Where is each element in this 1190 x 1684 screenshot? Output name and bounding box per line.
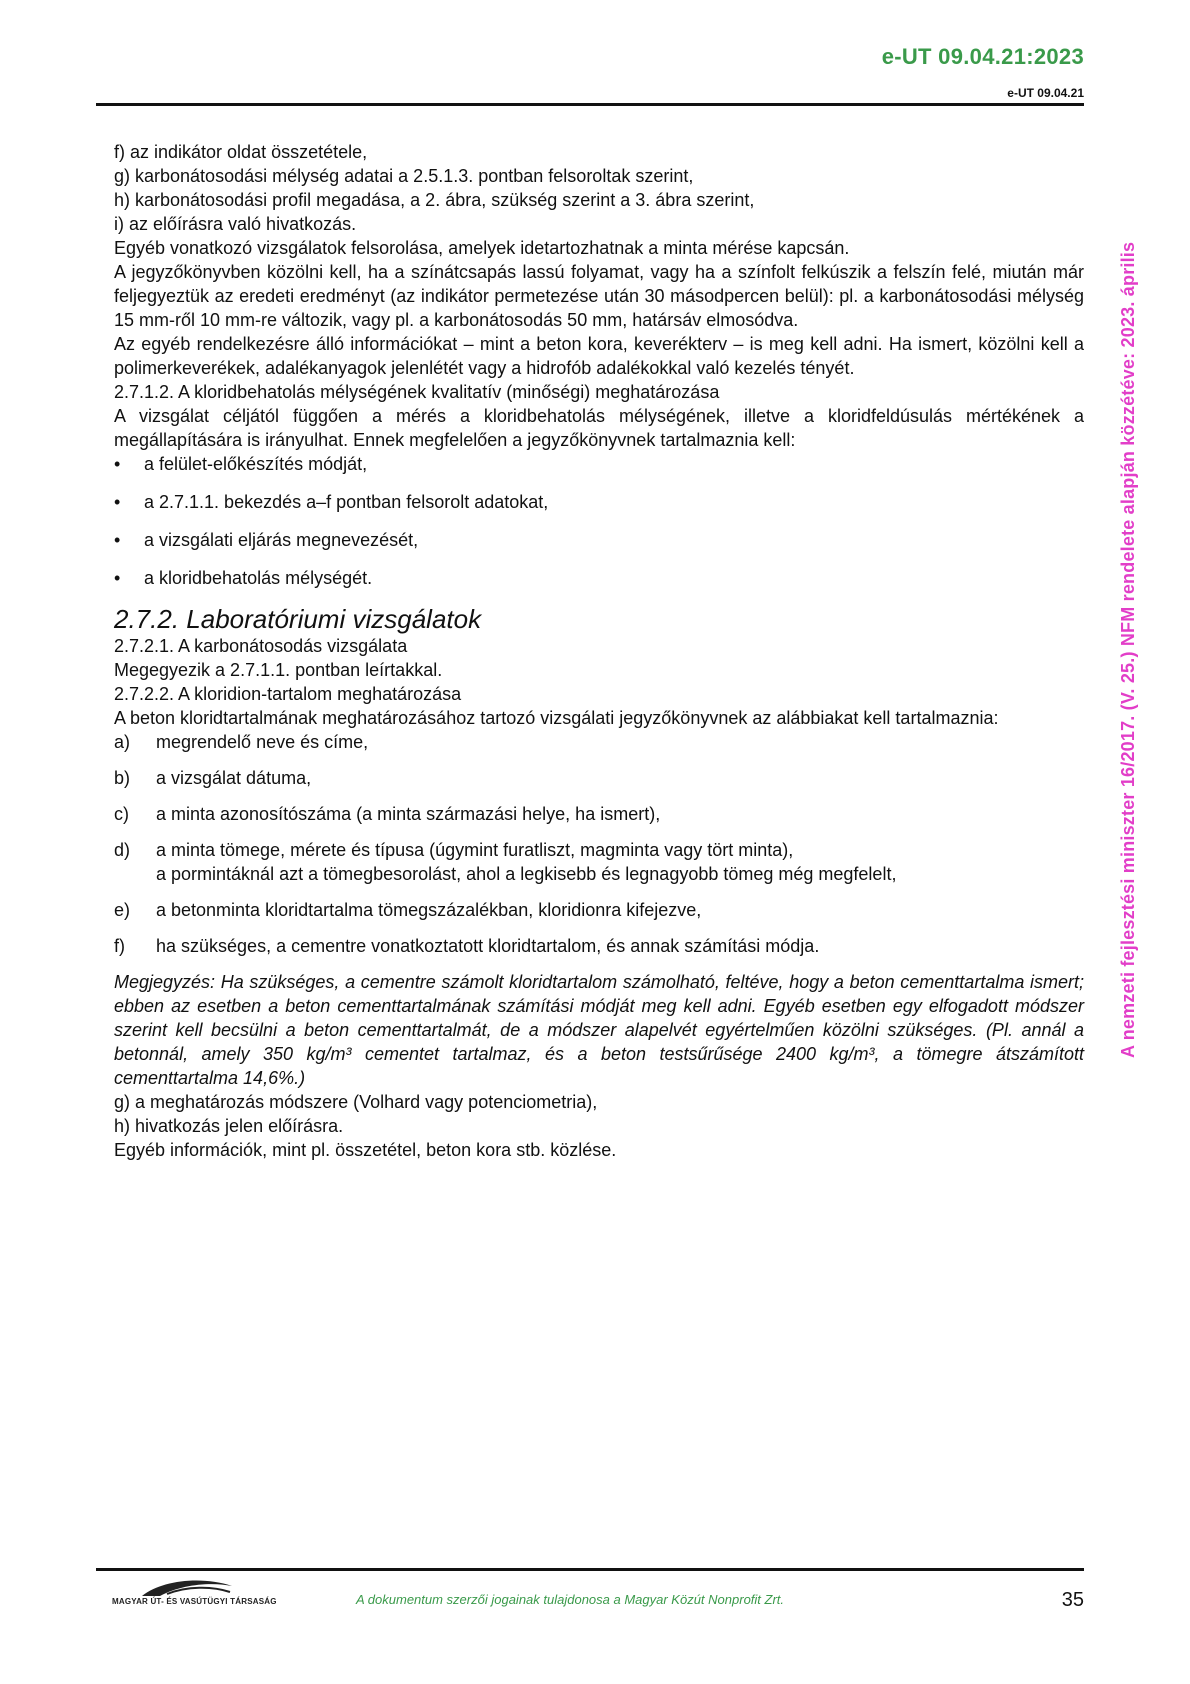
document-code-small: e-UT 09.04.21 [1007, 86, 1084, 100]
bullet-text: a vizsgálati eljárás megnevezését, [144, 530, 419, 550]
lettered-item [114, 934, 1084, 958]
bullet-item [114, 490, 1084, 514]
item-label: b) [114, 768, 131, 788]
bullet-icon: • [114, 530, 121, 550]
side-publication-note: A nemzeti fejlesztési miniszter 16/2017. (V. 25.) NFM rendelete alapján közzétéve: 2023. április [1118, 241, 1138, 1058]
document-code: e-UT 09.04.21:2023 [881, 44, 1084, 69]
lettered-item [114, 766, 1084, 790]
item-label: d) [114, 840, 131, 860]
subsection-title: 2.7.1.2. A kloridbehatolás mélységének kvalitatív (minőségi) meghatározása [114, 382, 720, 402]
bullet-icon: • [114, 568, 121, 588]
list-line: h) hivatkozás jelen előírásra. [114, 1116, 344, 1136]
footer-rule [96, 1568, 1084, 1571]
item-label: f) [114, 936, 125, 956]
lettered-item [114, 802, 1084, 826]
paragraph: Megegyezik a 2.7.1.1. pontban leírtakkal. [114, 660, 443, 680]
item-label: a) [114, 732, 131, 752]
subsection-title: 2.7.2.1. A karbonátosodás vizsgálata [114, 636, 408, 656]
bullet-item [114, 528, 1084, 552]
bullet-text: a 2.7.1.1. bekezdés a–f pontban felsorolt adatokat, [144, 492, 549, 512]
item-text: megrendelő neve és címe, [156, 732, 369, 752]
section-heading: 2.7.2. Laboratóriumi vizsgálatok [114, 604, 482, 634]
lettered-item [114, 838, 1084, 886]
item-text: a minta tömege, mérete és típusa (úgymint furatliszt, magminta vagy tört minta), [156, 840, 794, 860]
paragraph: A vizsgálat céljától függően a mérés a kloridbehatolás mélységének, illetve a kloridfeldúsulás mértékének a megállapítására is irányulhat. Ennek megfelelően a jegyzőkönyvnek tartalmaznia kell: [114, 406, 1084, 450]
item-text: ha szükséges, a cementre vonatkoztatott kloridtartalom, és annak számítási módja. [156, 936, 820, 956]
lettered-item [114, 898, 1084, 922]
copyright-notice: A dokumentum szerzői jogainak tulajdonosa a Magyar Közút Nonprofit Zrt. [356, 1592, 785, 1607]
bullet-text: a kloridbehatolás mélységét. [144, 568, 373, 588]
paragraph: A jegyzőkönyvben közölni kell, ha a színátcsapás lassú folyamat, vagy ha a színfolt felkúszik a felszín felé, miután már feljegyeztük az eredeti eredményt (az indikátor permetezése után 30 másodpercen belül): pl. a karbonátosodási mélység 15 mm-ről 10 mm-re változik, vagy pl. a karbonátosodás 50 mm, határsáv elmosódva. [114, 262, 1084, 330]
item-text: a minta azonosítószáma (a minta származási helye, ha ismert), [156, 804, 661, 824]
header-rule [96, 103, 1084, 106]
item-label: e) [114, 900, 131, 920]
item-text: a vizsgálat dátuma, [156, 768, 312, 788]
list-line: i) az előírásra való hivatkozás. [114, 214, 357, 234]
note-paragraph: Megjegyzés: Ha szükséges, a cementre számolt kloridtartalom számolható, feltéve, hogy a beton cementtartalma ismert; ebben az esetben a beton cementtartalmának számítási módját meg kell adni. Egyéb esetben egy elfogadott módszer szerint kell becsülni a beton cementtartalmát, de a módszer alapelvét egyértelműen közölni szükséges. (Pl. annál a betonnál, amely 350 kg/m³ cementet tartalmaz, és a beton testsűrűsége 2400 kg/m³, a tömegre átszámított cementtartalma 14,6%.) [114, 972, 1084, 1088]
logo-text: MAGYAR ÚT- ÉS VASÚTÜGYI TÁRSASÁG [112, 1597, 277, 1606]
organization-logo [112, 1576, 262, 1612]
item-label: c) [114, 804, 129, 824]
bullet-icon: • [114, 492, 121, 512]
page-content [114, 140, 1084, 1162]
paragraph: A beton kloridtartalmának meghatározásához tartozó vizsgálati jegyzőkönyvnek az alábbiakat kell tartalmaznia: [114, 708, 999, 728]
page-number: 35 [1061, 1589, 1084, 1611]
bullet-item [114, 566, 1084, 590]
subsection-title: 2.7.2.2. A kloridion-tartalom meghatározása [114, 684, 462, 704]
lettered-item [114, 730, 1084, 754]
item-text-continuation: a pormintáknál azt a tömegbesorolást, ahol a legkisebb és legnagyobb tömeg még megfelelt, [156, 864, 897, 884]
list-line: h) karbonátosodási profil megadása, a 2. ábra, szükség szerint a 3. ábra szerint, [114, 190, 755, 210]
list-line: g) karbonátosodási mélység adatai a 2.5.1.3. pontban felsoroltak szerint, [114, 166, 694, 186]
bullet-item [114, 452, 1084, 476]
item-text: a betonminta kloridtartalma tömegszázalékban, kloridionra kifejezve, [156, 900, 702, 920]
paragraph: Az egyéb rendelkezésre álló információkat – mint a beton kora, keverékterv – is meg kell adni. Ha ismert, közölni kell a polimerkeverékek, adalékanyagok jelenlétét vagy a hidrofób adalékokkal való kezelés tényét. [114, 334, 1084, 378]
bullet-text: a felület-előkészítés módját, [144, 454, 368, 474]
bullet-icon: • [114, 454, 121, 474]
list-line: f) az indikátor oldat összetétele, [114, 142, 368, 162]
list-line: g) a meghatározás módszere (Volhard vagy potenciometria), [114, 1092, 598, 1112]
paragraph: Egyéb információk, mint pl. összetétel, beton kora stb. közlése. [114, 1140, 617, 1160]
paragraph: Egyéb vonatkozó vizsgálatok felsorolása, amelyek idetartozhatnak a minta mérése kapcsán. [114, 238, 850, 258]
